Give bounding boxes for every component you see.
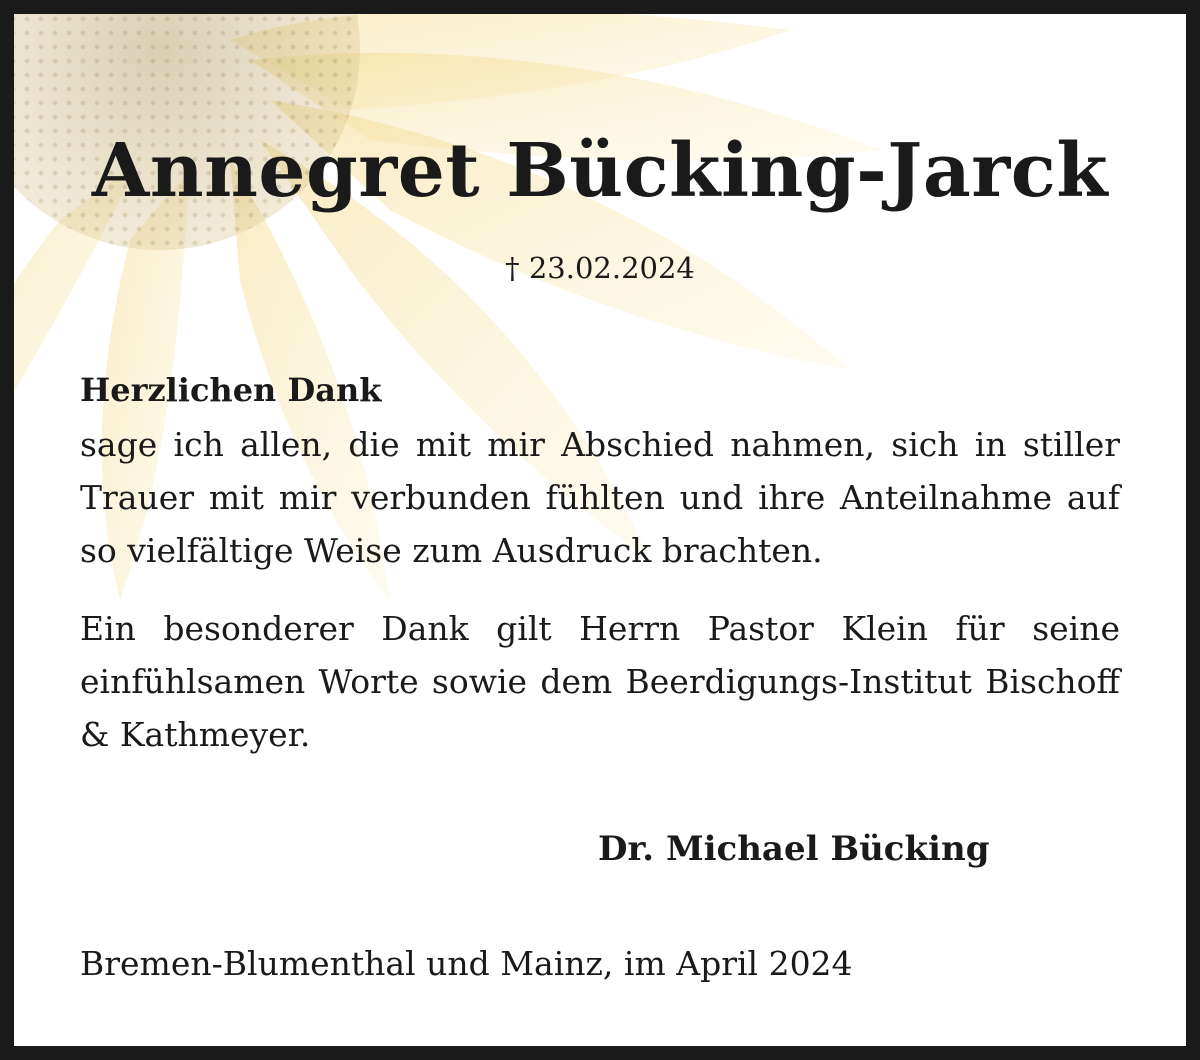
death-date: † 23.02.2024 [505, 251, 695, 285]
special-thanks-paragraph: Ein besonderer Dank gilt Herrn Pastor Klein für seine einfühlsamen Worte sowie dem Beerdigungs-Institut Bischoff & Kathmeyer. [80, 609, 1120, 754]
deceased-name: Annegret Bücking-Jarck [91, 128, 1109, 214]
thanks-paragraph: sage ich allen, die mit mir Abschied nahmen, sich in stiller Trauer mit mir verbunden fühlten und ihre Anteilnahme auf so vielfältige Weise zum Ausdruck brachten. [80, 425, 1120, 570]
thanks-heading: Herzlichen Dank [80, 371, 382, 409]
signature: Dr. Michael Bücking [598, 829, 990, 869]
place-and-date: Bremen-Blumenthal und Mainz, im April 2024 [80, 944, 853, 983]
